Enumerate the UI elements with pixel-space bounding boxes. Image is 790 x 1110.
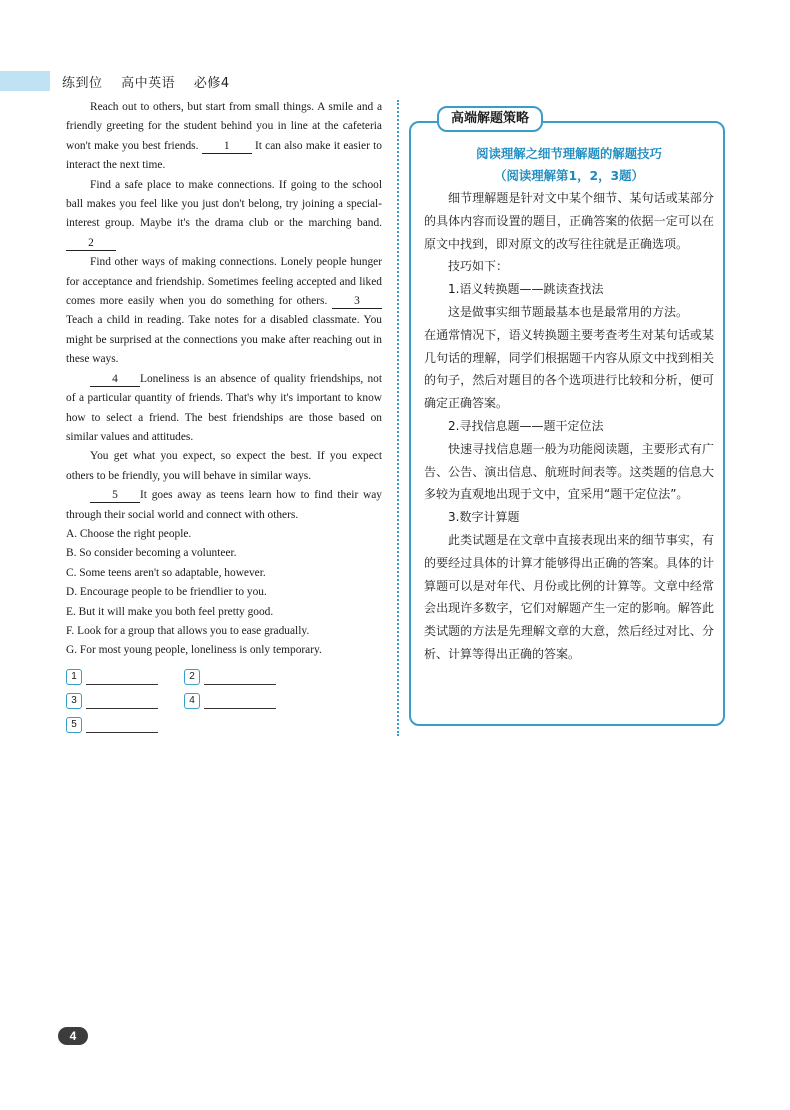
paragraph-5: You get what you expect, so expect the best. If you expect others to be friendly, you will behave in similar ways. [66, 450, 382, 482]
header-volume: 必修4 [193, 76, 230, 91]
header-subject: 高中英语 [121, 76, 176, 91]
technique-2-body: 快速寻找信息题一般为功能阅读题，主要形式有广告、公告、演出信息、航班时间表等。这类题的信息大多较为直观地出现于文中，宜采用“题干定位法”。 [424, 441, 714, 502]
answer-number-1: 1 [66, 669, 82, 685]
reading-passage [66, 98, 382, 737]
answer-number-3: 3 [66, 693, 82, 709]
option-f: F. Look for a group that allows you to ease gradually. [66, 624, 310, 637]
strategy-content [424, 143, 714, 666]
option-d: D. Encourage people to be friendlier to you. [66, 586, 267, 599]
answer-grid [66, 665, 382, 737]
blank-2: 2 [66, 236, 116, 251]
paragraph-4: 4 Loneliness is an absence of quality friendships, not of a particular quantity of friends. That's why it's important to know how to select a friend. The best friendships are those based on similar values and attitudes. [66, 372, 382, 443]
technique-1-body-a: 这是做事实细节题最基本也是最常用的方法。 [448, 304, 689, 319]
blank-1: 1 [202, 139, 252, 154]
answer-line [204, 696, 276, 709]
blank-3: 3 [332, 294, 382, 309]
strategy-subtitle: （阅读理解第1，2，3题） [494, 168, 644, 183]
technique-1-body-b: 在通常情况下，语义转换题主要考查考生对某句话或某几句话的理解，同学们根据题干内容从原文中找到相关的句子，然后对题目的各个选项进行比较和分析，便可确定正确答案。 [424, 327, 714, 411]
answer-slot-4[interactable] [184, 693, 302, 709]
answer-line [86, 696, 158, 709]
header-color-bar [0, 71, 50, 91]
page-number: 4 [58, 1027, 88, 1045]
answer-slot-1[interactable] [66, 669, 184, 685]
answer-number-4: 4 [184, 693, 200, 709]
header-series: 练到位 [62, 76, 103, 91]
paragraph-3: Find other ways of making connections. Lonely people hunger for acceptance and friendship. Sometimes feeling accepted and liked comes more easily when you do something for others. 3Teach a child in reading. Take notes for a disabled classmate. You might be surprised at the connections you make after reaching out in these ways. [66, 256, 382, 366]
technique-3-body: 此类试题是在文章中直接表现出来的细节事实，有的要经过具体的计算才能够得出正确的答案。具体的计算题可以是对年代、月份或比例的计算等。文章中经常会出现许多数字，它们对解题产生一定的影响。解答此类试题的方法是先理解文章的大意，然后经过对比、分析、计算等得出正确的答案。 [424, 532, 714, 661]
technique-2-heading: 2.寻找信息题——题干定位法 [448, 418, 604, 433]
strategy-lead: 技巧如下： [448, 259, 509, 274]
answer-slot-2[interactable] [184, 669, 302, 685]
technique-1-heading: 1.语义转换题——跳读查找法 [448, 282, 604, 297]
column-divider [397, 100, 399, 736]
option-a: A. Choose the right people. [66, 527, 192, 540]
technique-3-heading: 3.数字计算题 [448, 510, 520, 525]
blank-5: 5 [90, 488, 140, 503]
answer-line [86, 672, 158, 685]
answer-slot-5[interactable] [66, 717, 184, 733]
option-g: G. For most young people, loneliness is only temporary. [66, 644, 322, 657]
option-e: E. But it will make you both feel pretty good. [66, 605, 274, 618]
answer-line [86, 720, 158, 733]
paragraph-1: Reach out to others, but start from small things. A smile and a friendly greeting for the student behind you in line at the cafeteria won't make you best friends. 1 It can also make it easier to interact the next time. [66, 101, 382, 172]
running-header [62, 72, 244, 91]
paragraph-6: 5 It goes away as teens learn how to find their way through their social world and connect with others. [66, 489, 382, 521]
answer-slot-3[interactable] [66, 693, 184, 709]
strategy-intro: 细节理解题是针对文中某个细节、某句话或某部分的具体内容而设置的题目，正确答案的依据一定可以在原文中找到，即对原文的改写往往就是正确选项。 [424, 191, 714, 251]
strategy-tab: 高端解题策略 [437, 106, 543, 132]
paragraph-2: Find a safe place to make connections. If going to the school ball makes you feel like you just don't belong, try joining a special-interest group. Maybe it's the drama club or the marching band. 2 [66, 178, 382, 249]
options-list [66, 525, 382, 661]
option-c: C. Some teens aren't so adaptable, however. [66, 566, 266, 579]
strategy-title: 阅读理解之细节理解题的解题技巧 [476, 146, 662, 161]
answer-line [204, 672, 276, 685]
option-b: B. So consider becoming a volunteer. [66, 547, 237, 560]
answer-number-5: 5 [66, 717, 82, 733]
answer-number-2: 2 [184, 669, 200, 685]
blank-4: 4 [90, 372, 140, 387]
